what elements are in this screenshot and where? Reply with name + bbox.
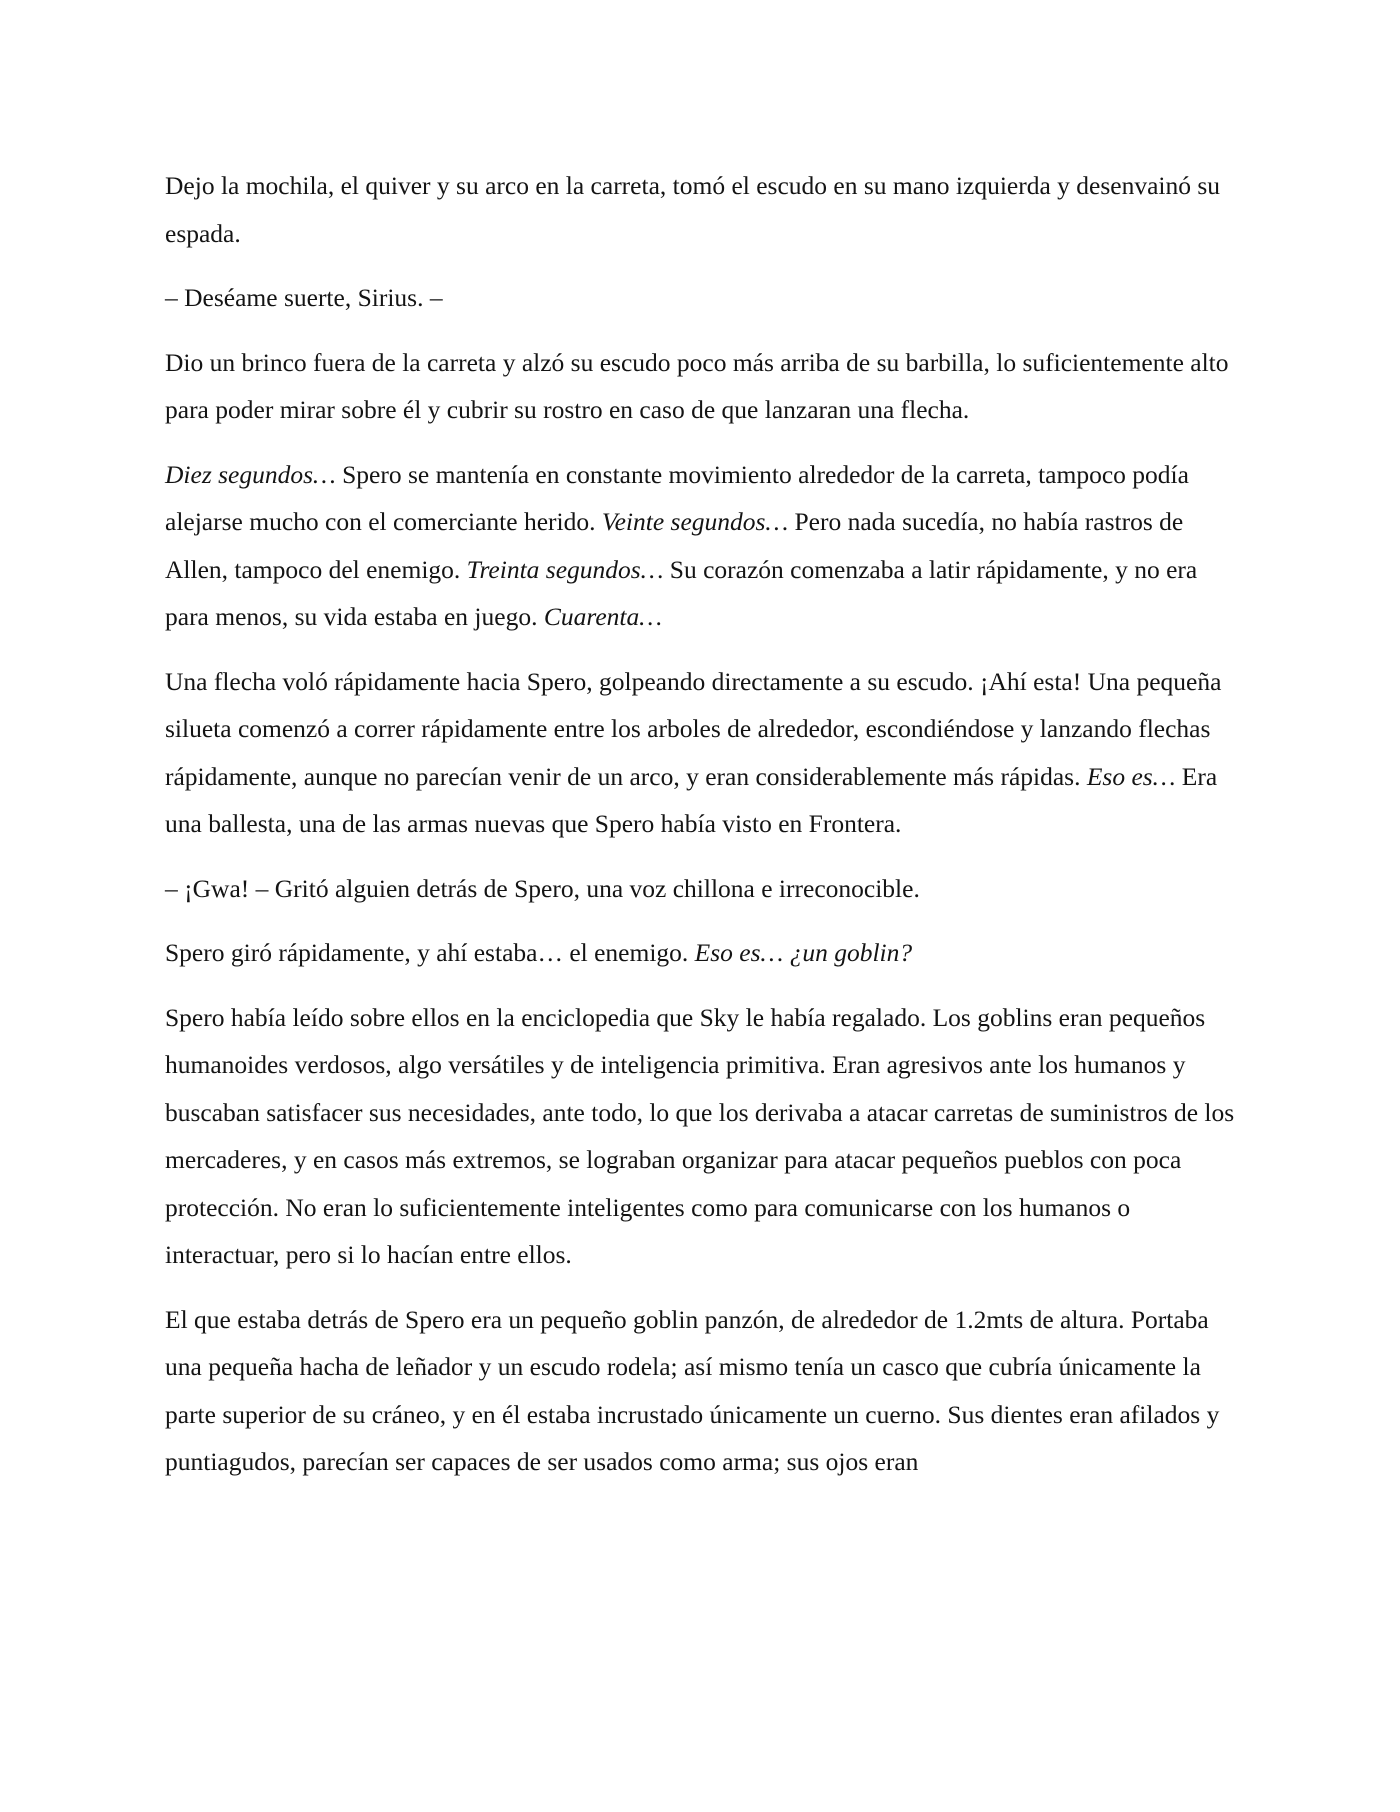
paragraph-text: Dio un brinco fuera de la carreta y alzó su escudo poco más arriba de su barbilla, lo suficientemente alto para poder mirar sobre él y cubrir su rostro en caso de que lanzaran una flecha.	[165, 347, 1229, 424]
paragraph	[165, 451, 1245, 641]
italic-text: Treinta segundos…	[466, 554, 664, 584]
paragraph-text: – Deséame suerte, Sirius. –	[165, 283, 443, 312]
paragraph-text: Pero nada sucedía, no había rastros de Allen, tampoco del enemigo.	[165, 507, 1184, 584]
italic-text: Eso es… ¿un goblin?	[694, 938, 913, 967]
paragraph-text: Spero giró rápidamente, y ahí estaba… el enemigo.	[165, 938, 695, 967]
paragraph-text: – ¡Gwa! – Gritó alguien detrás de Spero, una voz chillona e irreconocible.	[165, 873, 920, 903]
italic-text: Eso es…	[1086, 761, 1176, 791]
paragraph-text: Era una ballesta, una de las armas nuevas que Spero había visto en Frontera.	[165, 761, 1218, 838]
paragraph	[165, 162, 1245, 257]
paragraph	[165, 339, 1245, 434]
paragraph-text: Dejo la mochila, el quiver y su arco en la carreta, tomó el escudo en su mano izquierda y desenvainó su espada.	[165, 171, 1221, 248]
paragraph	[165, 929, 1245, 977]
dialogue-line	[165, 865, 1245, 913]
paragraph-text: Su corazón comenzaba a latir rápidamente, y no era para menos, su vida estaba en juego.	[165, 554, 1198, 631]
paragraph-text: Una flecha voló rápidamente hacia Spero, golpeando directamente a su escudo. ¡Ahí esta! Una pequeña silueta comenzó a correr rápidamente entre los arboles de alrededor, escondiéndose y lanzando flechas rápidamente, aunque no parecían venir de un arco, y eran considerablemente más rápidas.	[165, 666, 1222, 791]
paragraph-text: Spero había leído sobre ellos en la enciclopedia que Sky le había regalado. Los goblins eran pequeños humanoides verdosos, algo versátiles y de inteligencia primitiva. Eran agresivos ante los humanos y buscaban satisfacer sus necesidades, ante todo, lo que los derivaba a atacar carretas de suministros de los mercaderes, y en casos más extremos, se lograban organizar para atacar pequeños pueblos con poca protección. No eran lo suficientemente inteligentes como para comunicarse con los humanos o interactuar, pero si lo hacían entre ellos.	[165, 1002, 1235, 1269]
italic-text: Cuarenta…	[543, 602, 662, 631]
paragraph	[165, 994, 1245, 1279]
italic-text: Diez segundos…	[165, 459, 336, 489]
document-body	[165, 162, 1245, 1503]
paragraph	[165, 658, 1245, 848]
paragraph-text: El que estaba detrás de Spero era un pequeño goblin panzón, de alrededor de 1.2mts de altura. Portaba una pequeña hacha de leñador y un escudo rodela; así mismo tenía un casco que cubría únicamente la parte superior de su cráneo, y en él estaba incrustado únicamente un cuerno. Sus dientes eran afilados y puntiagudos, parecían ser capaces de ser usados como arma; sus ojos eran	[165, 1304, 1220, 1476]
paragraph-text: Spero se mantenía en constante movimiento alrededor de la carreta, tampoco podía alejarse mucho con el comerciante herido.	[165, 459, 1189, 536]
italic-text: Veinte segundos…	[601, 507, 789, 536]
dialogue-line	[165, 274, 1245, 322]
paragraph	[165, 1296, 1245, 1486]
